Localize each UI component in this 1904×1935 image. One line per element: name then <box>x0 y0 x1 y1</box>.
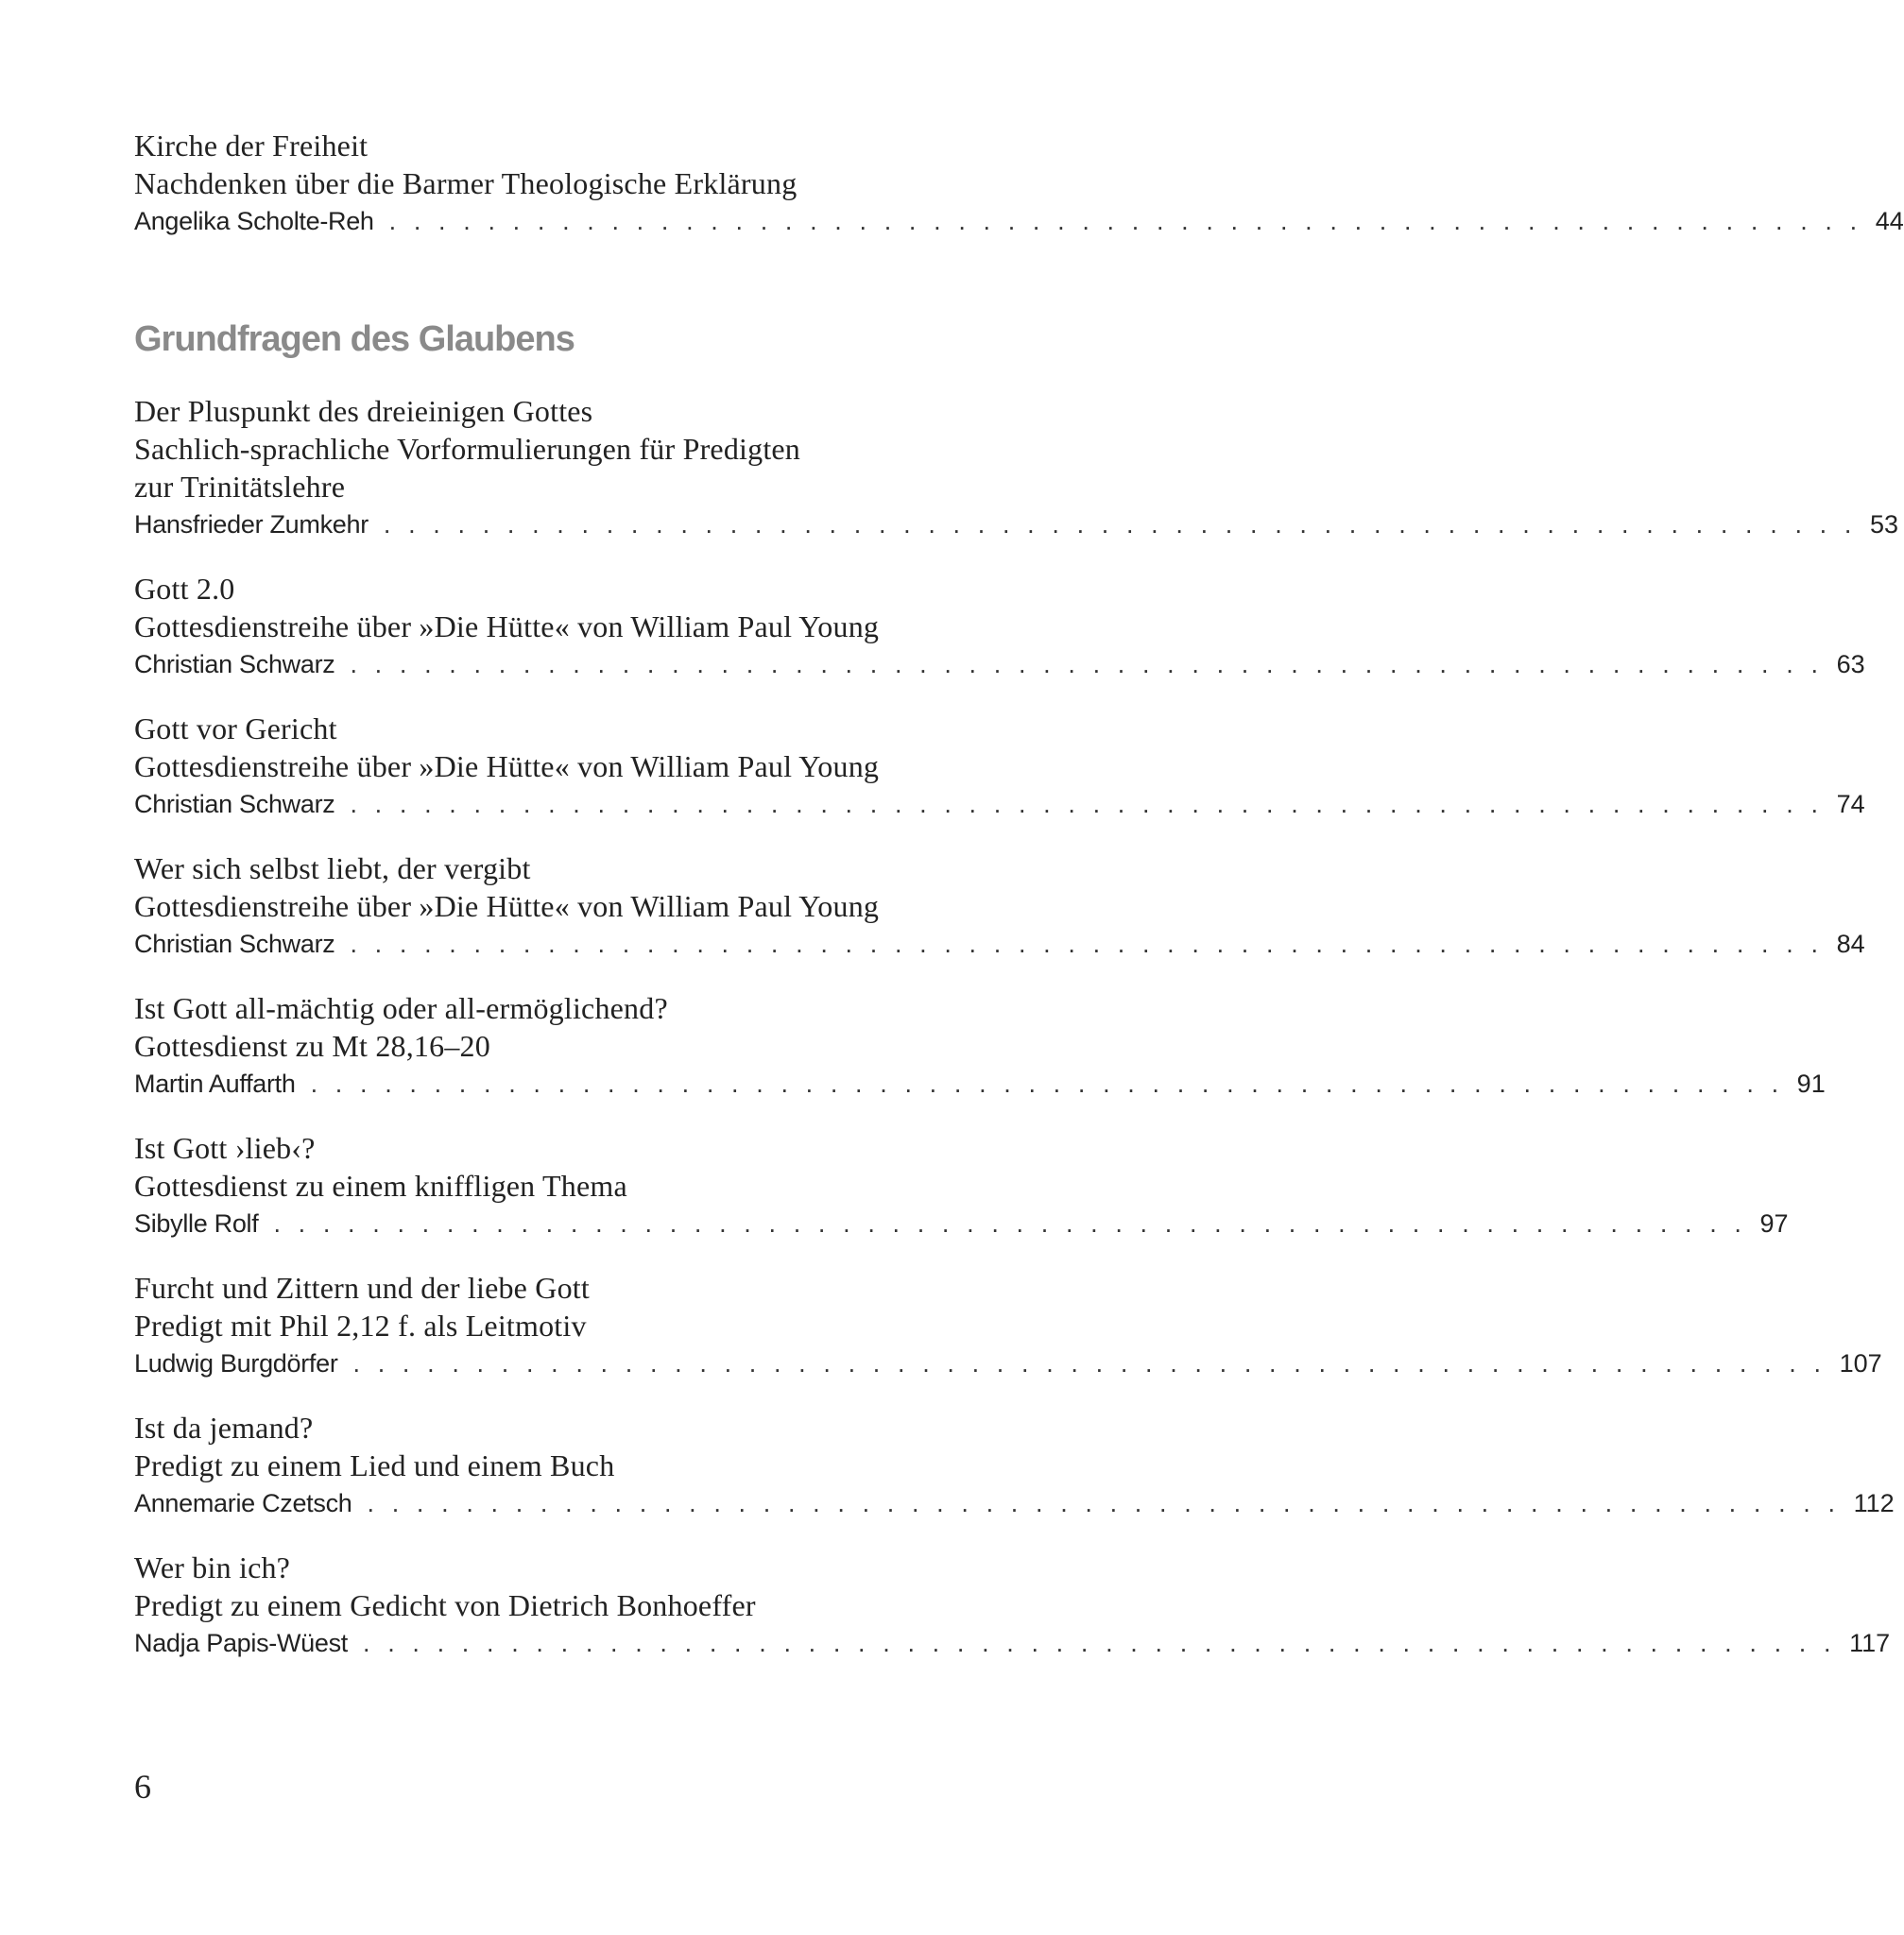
entry-page-number: 84 <box>1836 930 1865 958</box>
entry-page-number: 53 <box>1869 510 1899 539</box>
entry-subtitle: Gottesdienstreihe über »Die Hütte« von William Paul Young <box>134 889 880 923</box>
dot-leader: . . . . . . . . . . . . . . . . . . . . . . . . . . . . . . . . . . . . . . . . . . . . . . . . . . . . . . . . . . . . <box>350 790 1824 818</box>
entry-subtitle: Gottesdienst zu einem kniffligen Thema <box>134 1169 627 1203</box>
dot-leader: . . . . . . . . . . . . . . . . . . . . . . . . . . . . . . . . . . . . . . . . . . . . . . . . . . . . . . . . . . . . <box>350 930 1824 958</box>
entry-title: Ist Gott ›lieb‹? <box>134 1131 316 1165</box>
toc-entry <box>134 570 1865 683</box>
toc-entry <box>134 849 1865 963</box>
entry-page-number: 44 <box>1875 207 1904 235</box>
entry-title: Ist Gott all-mächtig oder all-ermöglichend? <box>134 991 668 1025</box>
entry-author-row <box>134 645 1865 683</box>
entry-author: Annemarie Czetsch <box>134 1489 352 1517</box>
page-number-folio: 6 <box>134 1768 151 1806</box>
dot-leader: . . . . . . . . . . . . . . . . . . . . . . . . . . . . . . . . . . . . . . . . . . . . . . . . . . . . . . . . . . . . <box>363 1629 1837 1657</box>
entry-subtitle: Predigt mit Phil 2,12 f. als Leitmotiv <box>134 1309 587 1343</box>
entry-author: Nadja Papis-Wüest <box>134 1629 348 1657</box>
entry-page-number: 112 <box>1853 1489 1895 1517</box>
dot-leader: . . . . . . . . . . . . . . . . . . . . . . . . . . . . . . . . . . . . . . . . . . . . . . . . . . . . . . . . . . . . <box>388 207 1862 235</box>
toc-entry <box>134 127 1904 240</box>
entry-title: Wer bin ich? <box>134 1550 291 1584</box>
dot-leader: . . . . . . . . . . . . . . . . . . . . . . . . . . . . . . . . . . . . . . . . . . . . . . . . . . . . . . . . . . . . <box>350 650 1824 678</box>
entry-subtitle: Gottesdienstreihe über »Die Hütte« von William Paul Young <box>134 609 880 643</box>
entry-author: Martin Auffarth <box>134 1070 296 1098</box>
entry-author: Christian Schwarz <box>134 790 335 818</box>
entry-author-row <box>134 1065 1826 1103</box>
entry-page-number: 107 <box>1839 1349 1882 1378</box>
entry-author-row <box>134 1484 1895 1522</box>
entry-subtitle: Sachlich-sprachliche Vorformulierungen für Predigten <box>134 432 801 466</box>
dot-leader: . . . . . . . . . . . . . . . . . . . . . . . . . . . . . . . . . . . . . . . . . . . . . . . . . . . . . . . . . . . . <box>352 1349 1827 1378</box>
entry-subtitle: Nachdenken über die Barmer Theologische Erklärung <box>134 166 798 200</box>
entry-title: Der Pluspunkt des dreieinigen Gottes <box>134 394 593 428</box>
entry-title: Furcht und Zittern und der liebe Gott <box>134 1271 590 1305</box>
entry-subtitle: zur Trinitätslehre <box>134 470 346 504</box>
entry-author: Sibylle Rolf <box>134 1209 259 1238</box>
entry-author-row <box>134 505 1899 543</box>
entry-subtitle: Gottesdienstreihe über »Die Hütte« von William Paul Young <box>134 749 880 783</box>
entry-title: Ist da jemand? <box>134 1411 314 1445</box>
entry-author-row <box>134 1624 1891 1662</box>
entry-page-number: 74 <box>1836 790 1865 818</box>
entry-page-number: 117 <box>1849 1629 1891 1657</box>
dot-leader: . . . . . . . . . . . . . . . . . . . . . . . . . . . . . . . . . . . . . . . . . . . . . . . . . . . . . . . . . . . . <box>383 510 1857 539</box>
dot-leader: . . . . . . . . . . . . . . . . . . . . . . . . . . . . . . . . . . . . . . . . . . . . . . . . . . . . . . . . . . . . <box>310 1070 1784 1098</box>
entry-title: Gott vor Gericht <box>134 711 337 745</box>
entry-author: Christian Schwarz <box>134 930 335 958</box>
entry-title: Wer sich selbst liebt, der vergibt <box>134 851 531 885</box>
entry-page-number: 63 <box>1836 650 1865 678</box>
section-heading: Grundfragen des Glaubens <box>134 319 575 359</box>
entry-author: Angelika Scholte-Reh <box>134 207 374 235</box>
entry-title: Kirche der Freiheit <box>134 128 369 163</box>
toc-entry <box>134 392 1899 543</box>
toc-entry <box>134 1409 1895 1522</box>
toc-entry <box>134 989 1826 1103</box>
dot-leader: . . . . . . . . . . . . . . . . . . . . . . . . . . . . . . . . . . . . . . . . . . . . . . . . . . . . . . . . . . . . <box>273 1209 1747 1238</box>
entry-subtitle: Predigt zu einem Lied und einem Buch <box>134 1448 615 1482</box>
entry-title: Gott 2.0 <box>134 572 235 606</box>
toc-entry <box>134 1269 1882 1382</box>
toc-entry <box>134 710 1865 823</box>
entry-subtitle: Predigt zu einem Gedicht von Dietrich Bonhoeffer <box>134 1588 756 1622</box>
entry-author: Hansfrieder Zumkehr <box>134 510 369 539</box>
entry-author: Ludwig Burgdörfer <box>134 1349 338 1378</box>
toc-entry <box>134 1129 1789 1242</box>
entry-author: Christian Schwarz <box>134 650 335 678</box>
entry-author-row <box>134 202 1904 240</box>
toc-entry <box>134 1549 1891 1662</box>
entry-page-number: 91 <box>1796 1070 1826 1098</box>
entry-author-row <box>134 925 1865 963</box>
entry-subtitle: Gottesdienst zu Mt 28,16–20 <box>134 1029 490 1063</box>
dot-leader: . . . . . . . . . . . . . . . . . . . . . . . . . . . . . . . . . . . . . . . . . . . . . . . . . . . . . . . . . . . . <box>367 1489 1841 1517</box>
entry-page-number: 97 <box>1759 1209 1789 1238</box>
entry-author-row <box>134 1205 1789 1242</box>
entry-author-row <box>134 785 1865 823</box>
entry-author-row <box>134 1344 1882 1382</box>
